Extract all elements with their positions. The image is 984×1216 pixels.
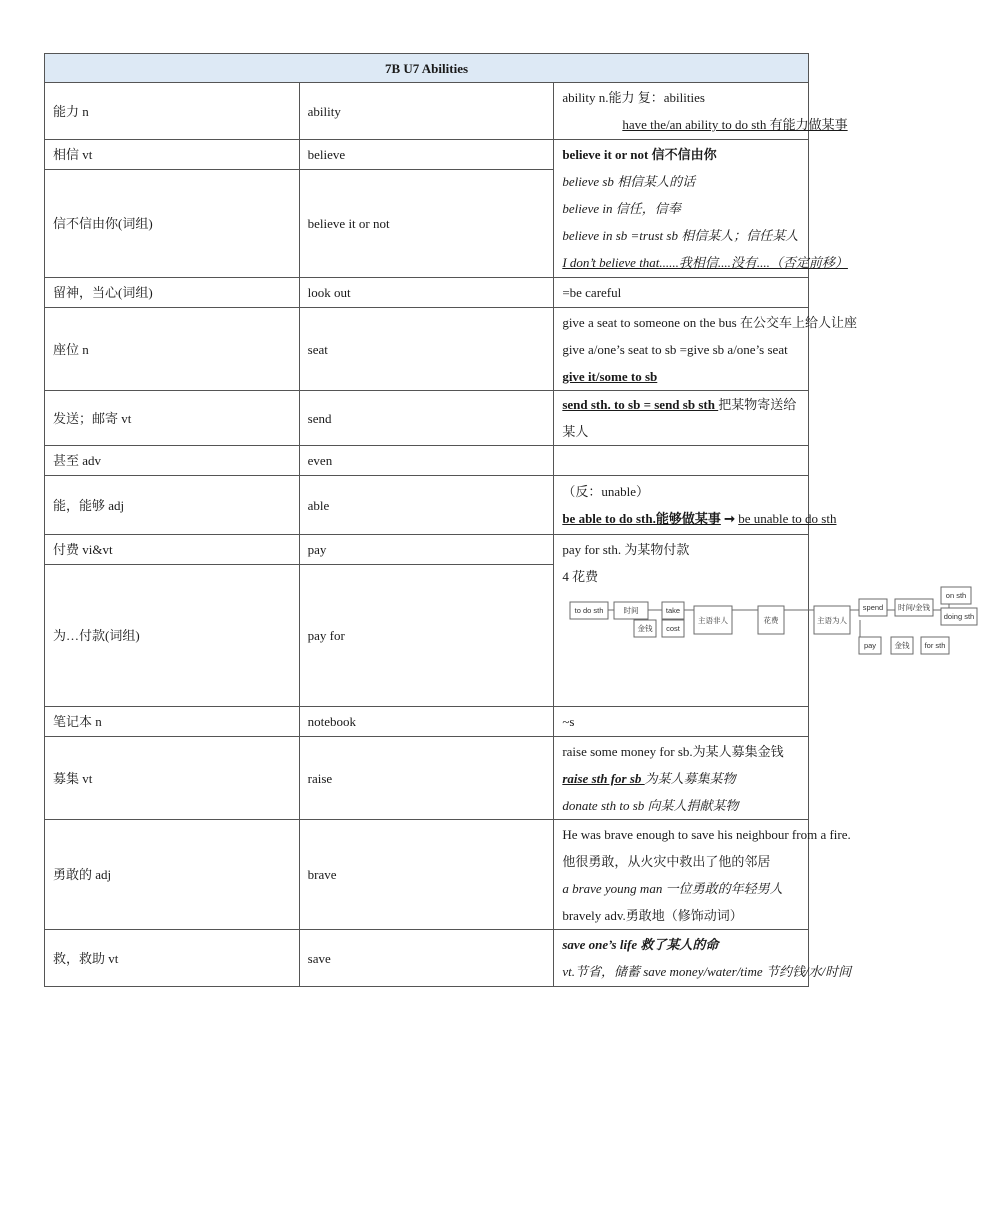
table-row [45, 737, 809, 820]
chinese-meaning: 能，能够 adj [45, 476, 300, 535]
note-line: believe sb 相信某人的话 [562, 174, 696, 189]
note-line: raise some money for sb.为某人募集金钱 [562, 743, 784, 759]
usage-notes: =be careful [554, 278, 809, 308]
note-line: save one’s life 救了某人的命 [562, 937, 719, 952]
diagram-label: 金钱 [637, 624, 653, 633]
note-line: give a/one’s seat to sb =give sb a/one’s seat [562, 341, 788, 357]
diagram-label: spend [863, 603, 884, 612]
usage-notes [554, 820, 851, 930]
english-word: raise [299, 737, 554, 820]
note-phrase: be unable to do sth [738, 511, 837, 526]
chinese-meaning: 为…付款(词组) [45, 565, 300, 707]
usage-notes [554, 391, 809, 446]
note-phrase: be able to do sth.能够做某事 [562, 511, 721, 526]
chinese-meaning: 付费 vi&vt [45, 535, 300, 565]
usage-notes [554, 476, 837, 535]
chinese-meaning: 能力 n [45, 83, 300, 140]
note-line: 他很勇敢，从火灾中救出了他的邻居 [562, 853, 771, 869]
english-word: look out [299, 278, 554, 308]
note-line: ability n.能力 复：abilities [562, 90, 705, 105]
english-word: send [299, 391, 554, 446]
english-word: brave [299, 820, 554, 930]
note-translation: 为某人募集某物 [644, 770, 736, 786]
diagram-label: pay [864, 641, 877, 650]
diagram-label: to do sth [574, 606, 604, 615]
note-phrase: raise sth for sb [562, 770, 645, 786]
chinese-meaning: 勇敢的 adj [45, 820, 300, 930]
chinese-meaning: 发送；邮寄 vt [45, 391, 300, 446]
table-title: 7B U7 Abilities [45, 54, 809, 83]
table-row [45, 476, 809, 535]
table-row [45, 308, 809, 391]
usage-notes [554, 737, 809, 820]
english-word: notebook [299, 707, 554, 737]
table-row [45, 391, 809, 446]
table-row [45, 278, 809, 308]
note-translation: 把某物寄送给某人 [562, 397, 797, 439]
usage-notes [554, 446, 809, 476]
diagram-label: take [666, 606, 681, 615]
diagram-label: on sth [946, 591, 967, 600]
usage-notes [554, 930, 852, 987]
diagram-label: 金钱 [894, 641, 910, 650]
diagram-label: 主语非人 [698, 616, 729, 625]
note-line: vt.节省，储蓄 save money/water/time 节约钱/水/时间 [562, 964, 852, 979]
table-row [45, 83, 809, 140]
diagram-label: cost [666, 624, 681, 633]
table-row [45, 820, 809, 930]
note-line: I don’t believe that......我相信....没有....（否定前移） [562, 255, 848, 270]
note-line: believe it or not 信不信由你 [562, 147, 717, 162]
usage-notes [554, 308, 857, 391]
diagram-label: 时间/金钱 [898, 603, 931, 612]
note-line [562, 505, 837, 532]
table-row [45, 707, 809, 737]
english-word: believe it or not [299, 170, 554, 278]
english-word: ability [299, 83, 554, 140]
english-word: pay [299, 535, 554, 565]
arrow-icon: ➞ [720, 511, 739, 526]
note-line: believe in sb =trust sb 相信某人；信任某人 [562, 228, 799, 243]
english-word: save [299, 930, 554, 987]
note-line: He was brave enough to save his neighbour from a fire. [562, 826, 851, 842]
english-word: believe [299, 140, 554, 170]
note-line: give a seat to someone on the bus 在公交车上给人让座 [562, 314, 857, 330]
table-row [45, 535, 809, 565]
english-word: pay for [299, 565, 554, 707]
diagram-label: 花费 [763, 616, 779, 625]
table-title-row [45, 54, 809, 83]
note-line: believe in 信任，信奉 [562, 201, 681, 216]
english-word: able [299, 476, 554, 535]
chinese-meaning: 募集 vt [45, 737, 300, 820]
table-row [45, 446, 809, 476]
english-word: even [299, 446, 554, 476]
note-line: 4 花费 [562, 569, 599, 584]
english-word: seat [299, 308, 554, 391]
diagram-label: 时间 [623, 606, 639, 615]
chinese-meaning: 甚至 adv [45, 446, 300, 476]
note-line: bravely adv.勇敢地（修饰动词） [562, 907, 743, 923]
chinese-meaning: 信不信由你(词组) [45, 170, 300, 278]
table-row [45, 930, 809, 987]
note-line: pay for sth. 为某物付款 [562, 542, 690, 557]
note-line: donate sth to sb 向某人捐献某物 [562, 797, 739, 813]
note-line [562, 765, 800, 792]
note-line: （反：unable） [562, 484, 649, 499]
note-line: a brave young man 一位勇敢的年轻男人 [562, 880, 783, 896]
chinese-meaning: 留神，当心(词组) [45, 278, 300, 308]
usage-notes [554, 140, 848, 278]
usage-notes [554, 83, 848, 140]
vocabulary-table [44, 53, 975, 987]
chinese-meaning: 座位 n [45, 308, 300, 391]
diagram-label: for sth [924, 641, 946, 650]
note-phrase: send sth. to sb = send sb sth [562, 397, 719, 412]
note-line: have the/an ability to do sth 有能力做某事 [622, 117, 848, 132]
diagram-label: 主语为人 [817, 616, 848, 625]
usage-notes [554, 535, 975, 707]
spend-diagram [564, 591, 984, 676]
usage-notes: ~s [554, 707, 809, 737]
note-line: give it/some to sb [562, 368, 658, 384]
chinese-meaning: 救，救助 vt [45, 930, 300, 987]
table-row [45, 140, 809, 170]
chinese-meaning: 笔记本 n [45, 707, 300, 737]
diagram-label: doing sth [944, 612, 975, 621]
chinese-meaning: 相信 vt [45, 140, 300, 170]
